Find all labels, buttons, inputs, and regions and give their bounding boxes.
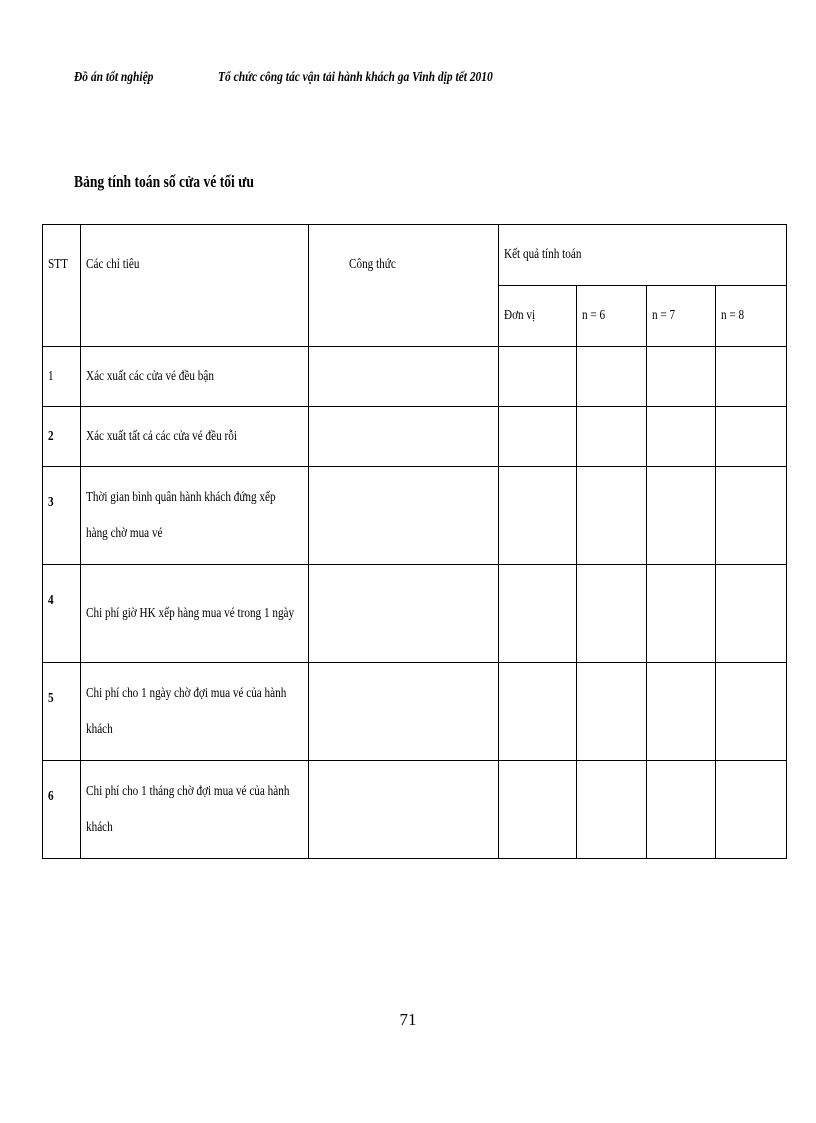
table-title: Bảng tính toán số cửa vé tối ưu [74,172,254,191]
row-n6 [577,347,647,407]
header-stt: STT [43,225,81,347]
row-stt: 3 [43,467,81,565]
row-n8 [716,761,787,859]
row-n7 [647,761,716,859]
table-row [43,407,787,467]
row-n6 [577,761,647,859]
row-stt: 1 [43,347,81,407]
row-stt: 4 [43,565,81,663]
header-n6: n = 6 [577,286,647,347]
row-n7 [647,663,716,761]
row-unit [499,467,577,565]
header-formula: Công thức [309,225,499,347]
row-unit [499,347,577,407]
row-n6 [577,467,647,565]
row-n6 [577,565,647,663]
row-formula [309,761,499,859]
table-row [43,347,787,407]
row-formula [309,663,499,761]
header-document-type: Đồ án tốt nghiệp [74,70,154,85]
header-n8: n = 8 [716,286,787,347]
row-stt: 2 [43,407,81,467]
row-n7 [647,467,716,565]
row-indicator: Chi phí cho 1 ngày chờ đợi mua vé của hành khách [81,663,309,761]
row-n6 [577,407,647,467]
row-formula [309,467,499,565]
table-row [43,467,787,565]
row-n7 [647,407,716,467]
row-n6 [577,663,647,761]
row-formula [309,565,499,663]
row-stt: 5 [43,663,81,761]
row-n8 [716,565,787,663]
table-row [43,565,787,663]
row-indicator: Thời gian bình quân hành khách đứng xếp hàng chờ mua vé [81,467,309,565]
row-unit [499,761,577,859]
table-row [43,663,787,761]
ticket-window-table [42,224,787,859]
table-row [43,761,787,859]
row-n7 [647,565,716,663]
row-n8 [716,663,787,761]
row-indicator: Xác xuất các cửa vé đều bận [81,347,309,407]
row-unit [499,663,577,761]
row-unit [499,407,577,467]
row-n8 [716,347,787,407]
row-indicator: Chi phí cho 1 tháng chờ đợi mua vé của hành khách [81,761,309,859]
row-stt: 6 [43,761,81,859]
row-formula [309,347,499,407]
table-header-row [43,225,787,286]
header-unit: Đơn vị [499,286,577,347]
header-result: Kết quả tính toán [499,225,787,286]
row-unit [499,565,577,663]
row-n7 [647,347,716,407]
header-indicator: Các chỉ tiêu [81,225,309,347]
page-number: 71 [399,1010,417,1029]
header-n7: n = 7 [647,286,716,347]
row-n8 [716,407,787,467]
row-formula [309,407,499,467]
row-indicator: Chi phí giờ HK xếp hàng mua vé trong 1 ngày [81,565,309,663]
row-indicator: Xác xuất tất cả các cửa vé đều rỗi [81,407,309,467]
header-document-title: Tổ chức công tác vận tải hành khách ga Vinh dịp tết 2010 [218,70,493,85]
row-n8 [716,467,787,565]
